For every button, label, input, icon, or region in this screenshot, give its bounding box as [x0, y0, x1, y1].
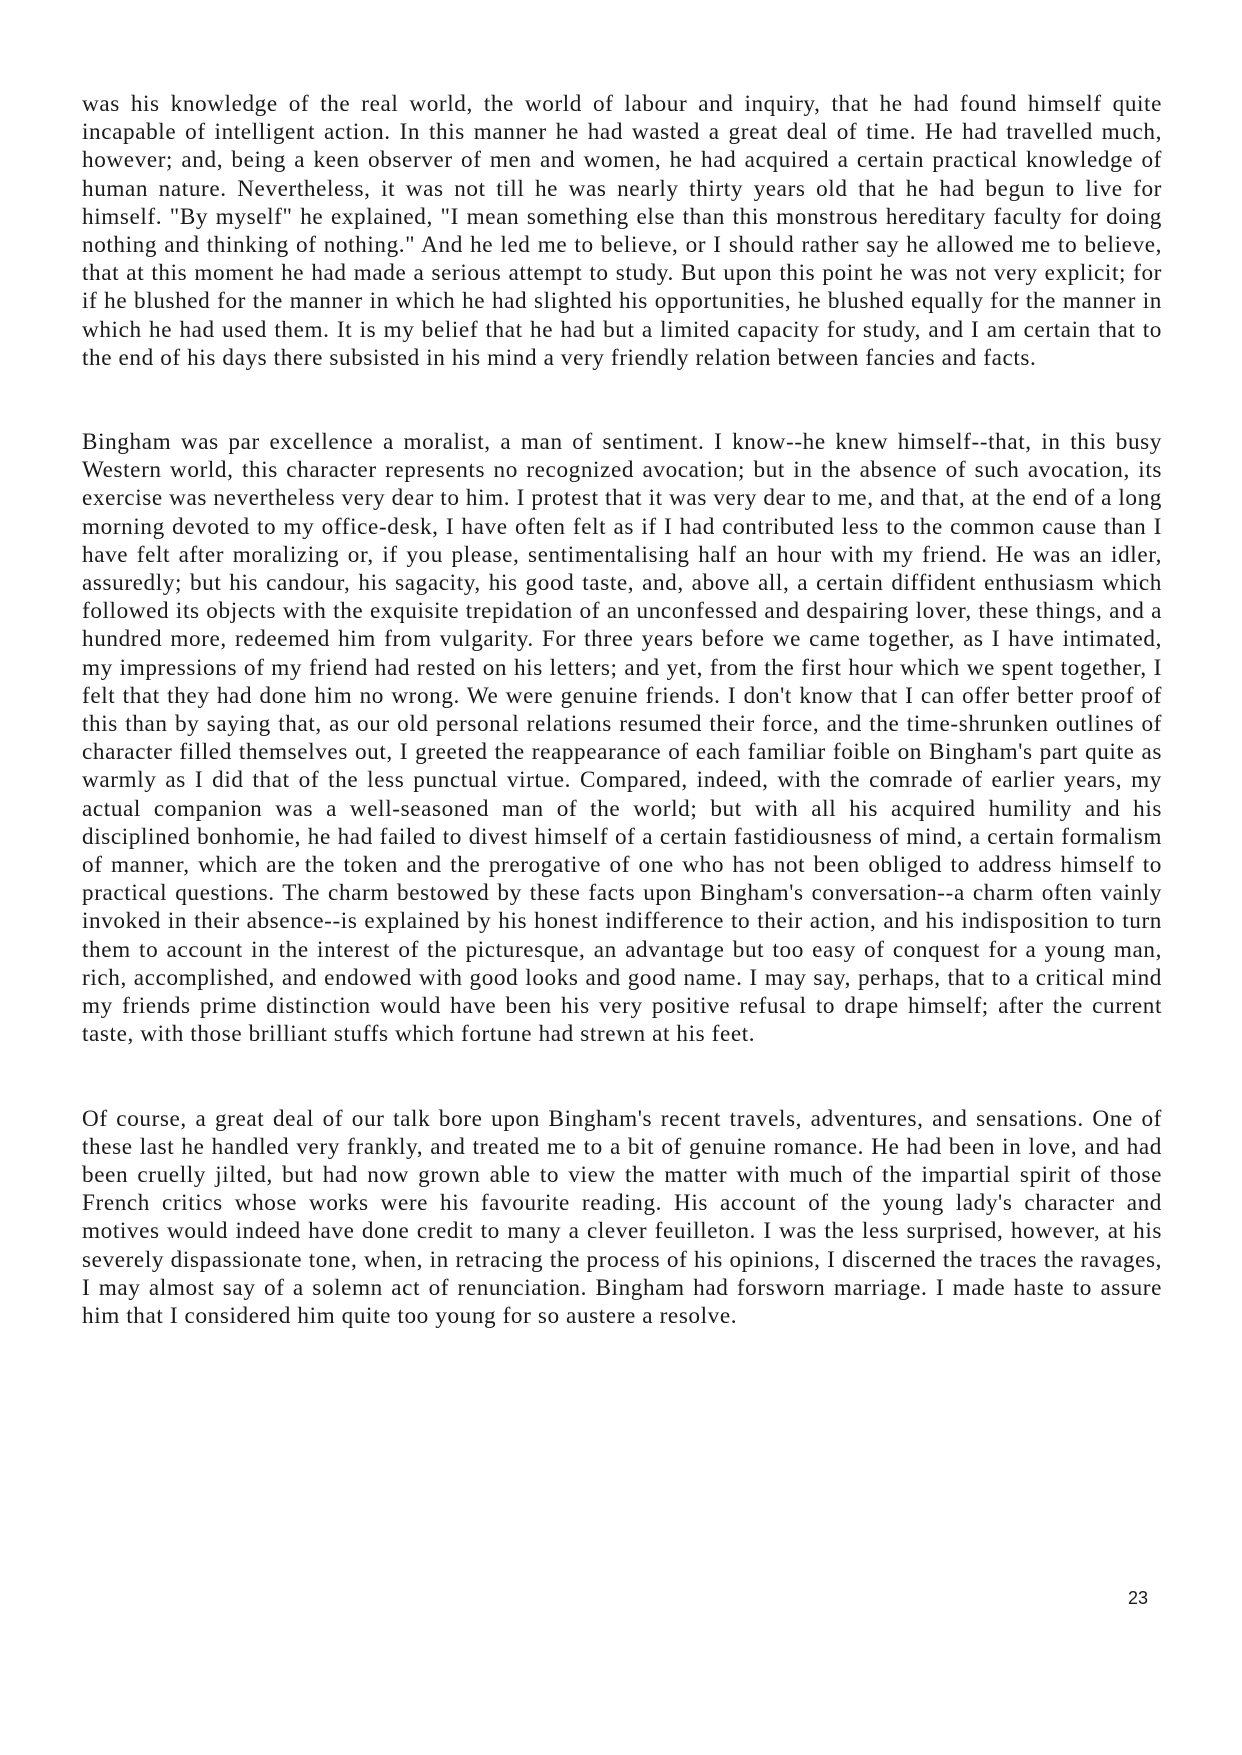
- page-number: 23: [1128, 1588, 1149, 1608]
- paragraph-2: Bingham was par excellence a moralist, a man of sentiment. I know--he knew himself--that, in this busy Western world, this character represents no recognized avocation; but in the absence of such avocation, its exercise was nevertheless very dear to him. I protest that it was very dear to me, and that, at the end of a long morning devoted to my office-desk, I have often felt as if I had contributed less to the common cause than I have felt after moralizing or, if you please, sentimentalising half an hour with my friend. He was an idler, assuredly; but his candour, his sagacity, his good taste, and, above all, a certain diffident enthusiasm which followed its objects with the exquisite trepidation of an unconfessed and despairing lover, these things, and a hundred more, redeemed him from vulgarity. For three years before we came together, as I have intimated, my impressions of my friend had rested on his letters; and yet, from the first hour which we spent together, I felt that they had done him no wrong. We were genuine friends. I don't know that I can offer better proof of this than by saying that, as our old personal relations resumed their force, and the time-shrunken outlines of character filled themselves out, I greeted the reappearance of each familiar foible on Bingham's part quite as warmly as I did that of the less punctual virtue. Compared, indeed, with the comrade of earlier years, my actual companion was a well-seasoned man of the world; but with all his acquired humility and his disciplined bonhomie, he had failed to divest himself of a certain fastidiousness of mind, a certain formalism of manner, which are the token and the prerogative of one who has not been obliged to address himself to practical questions. The charm bestowed by these facts upon Bingham's conversation--a charm often vainly invoked in their absence--is explained by his honest indifference to their action, and his indisposition to turn them to account in the interest of the picturesque, an advantage but too easy of conquest for a young man, rich, accomplished, and endowed with good looks and good name. I may say, perhaps, that to a critical mind my friends prime distinction would have been his very positive refusal to drape himself; after the current taste, with those brilliant stuffs which fortune had strewn at his feet.: [82, 429, 1162, 1048]
- paragraph-1: was his knowledge of the real world, the world of labour and inquiry, that he had found himself quite incapable of intelligent action. In this manner he had wasted a great deal of time. He had travelled much, however; and, being a keen observer of men and women, he had acquired a certain practical knowledge of human nature. Nevertheless, it was not till he was nearly thirty years old that he had begun to live for himself. "By myself" he explained, "I mean something else than this monstrous hereditary faculty for doing nothing and thinking of nothing." And he led me to believe, or I should rather say he allowed me to believe, that at this moment he had made a serious attempt to study. But upon this point he was not very explicit; for if he blushed for the manner in which he had slighted his opportunities, he blushed equally for the manner in which he had used them. It is my belief that he had but a limited capacity for study, and I am certain that to the end of his days there subsisted in his mind a very friendly relation between fancies and facts.: [82, 91, 1162, 371]
- paragraph-3: Of course, a great deal of our talk bore upon Bingham's recent travels, adventures, and sensations. One of these last he handled very frankly, and treated me to a bit of genuine romance. He had been in love, and had been cruelly jilted, but had now grown able to view the matter with much of the impartial spirit of those French critics whose works were his favourite reading. His account of the young lady's character and motives would indeed have done credit to many a clever feuilleton. I was the less surprised, however, at his severely dispassionate tone, when, in retracing the process of his opinions, I discerned the traces the ravages, I may almost say of a solemn act of renunciation. Bingham had forsworn marriage. I made haste to assure him that I considered him quite too young for so austere a resolve.: [82, 1105, 1162, 1329]
- page-body: [82, 90, 1162, 1330]
